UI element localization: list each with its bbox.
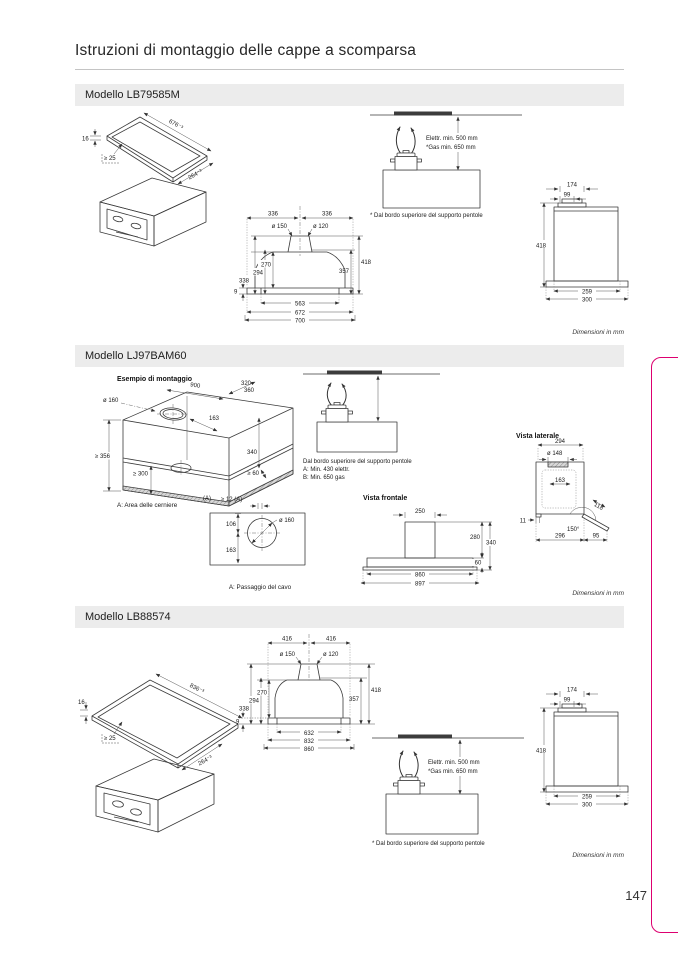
drawing-lines	[536, 186, 628, 302]
dim-label: 676⁻³	[167, 118, 184, 132]
section-header-lb79585m	[75, 84, 624, 106]
clearance-label: Elettr. min. 500 mm	[428, 760, 480, 766]
dim-label: 416	[325, 636, 337, 643]
dim-label: 106	[225, 522, 236, 528]
clearance-caption: B: Min. 650 gas	[303, 475, 345, 481]
dimensions-note: Dimensioni in mm	[572, 590, 624, 597]
dim-label: 357	[338, 269, 349, 275]
s1-front-view-diagram	[225, 198, 390, 338]
dim-label: 294	[248, 698, 259, 705]
dim-label: ø 148	[547, 451, 563, 457]
dim-label: 99	[563, 697, 571, 704]
footnote: * Dal bordo superiore del supporto pentole	[370, 213, 483, 219]
dim-label: (A)	[203, 496, 211, 502]
dim-label: 16	[82, 136, 89, 143]
dim-label: 270	[260, 262, 271, 269]
s2-clearance-diagram	[303, 366, 443, 494]
dim-label: 300	[581, 802, 593, 809]
next-page-edge-decoration	[651, 357, 678, 933]
clearance-label: *Gas min. 650 mm	[428, 769, 478, 775]
dim-label: ≥ 12 (A)	[221, 497, 243, 503]
dim-label: ≥ 356	[95, 454, 110, 460]
dim-label: ≥ 25	[104, 156, 116, 162]
dim-label: 250	[414, 509, 426, 515]
dimensions-note: Dimensioni in mm	[572, 329, 624, 336]
dim-label: 340	[246, 450, 257, 456]
dim-label: 340	[486, 540, 497, 547]
title-divider	[75, 69, 624, 70]
section-header-lb88574	[75, 606, 624, 628]
s3-cutout-template-diagram	[78, 664, 253, 864]
dim-label: 357	[348, 697, 359, 703]
template-legend: A: Passaggio del cavo	[228, 584, 292, 591]
dim-label: 9	[234, 289, 238, 296]
dim-label: 294	[252, 270, 263, 277]
clearance-caption: Dal bordo superiore del supporto pentole	[303, 459, 412, 465]
dim-label: 338	[238, 278, 249, 285]
dim-label: 9	[236, 719, 240, 726]
dim-label: 270	[256, 690, 267, 697]
dim-label: 418	[371, 688, 382, 694]
dim-label: 300	[581, 297, 593, 304]
s2-cabinet-diagram	[95, 374, 315, 506]
dim-label: 60	[474, 560, 482, 567]
dim-label: 860	[303, 746, 315, 753]
clearance-caption: A: Min. 430 elettr.	[303, 467, 350, 473]
dim-label: ø 160	[103, 398, 119, 404]
dim-label: 296	[554, 533, 566, 540]
drawing-lines	[372, 735, 524, 835]
drawing-lines	[536, 691, 628, 807]
dimensions-note: Dimensioni in mm	[572, 852, 624, 859]
dim-label: 264⁻³	[197, 754, 214, 768]
s1-cutout-template-diagram	[80, 110, 240, 270]
s1-side-view-diagram	[536, 173, 638, 307]
s1-clearance-diagram	[370, 103, 522, 225]
dim-label: 320-	[241, 381, 254, 387]
dim-label: 418	[361, 260, 372, 266]
s2-front-view-diagram	[330, 500, 505, 590]
model-label: Modello LB79585M	[85, 89, 180, 101]
dim-label: 174	[566, 687, 578, 694]
dim-label: ≥ 25	[104, 736, 116, 742]
drawing-lines	[361, 512, 498, 587]
side-view-title: Vista laterale	[516, 433, 560, 440]
drawing-lines	[80, 674, 242, 832]
dim-label: 338	[238, 706, 249, 713]
dim-label: 836⁻³	[188, 682, 205, 696]
dim-label: 163	[209, 416, 220, 422]
front-view-title: Vista frontale	[363, 495, 408, 502]
dim-label: 360	[244, 388, 255, 394]
dim-label: ≥ 60	[247, 471, 259, 477]
drawing-lines	[95, 382, 293, 506]
clearance-label: Elettr. min. 500 mm	[426, 136, 478, 142]
dim-label: 163	[225, 548, 236, 554]
dim-label: 259	[581, 289, 593, 296]
drawing-lines	[210, 503, 305, 565]
model-label: Modello LB88574	[85, 611, 171, 623]
dim-label: 118	[592, 502, 604, 512]
page-number: 147	[625, 888, 647, 903]
dim-label: ø 150	[279, 652, 295, 658]
example-title: Esempio di montaggio	[117, 376, 193, 383]
dim-label: 897	[414, 581, 426, 588]
dim-label: 99	[563, 192, 571, 199]
dim-label: ø 120	[323, 652, 339, 658]
dim-label: 700	[294, 318, 306, 325]
dim-label: 900	[189, 382, 201, 390]
clearance-label: *Gas min. 650 mm	[426, 145, 476, 151]
section-header-lj97bam60	[75, 345, 624, 367]
dim-label: 95	[592, 533, 600, 540]
dim-label: 563	[294, 301, 306, 308]
dim-label: 294	[554, 439, 566, 445]
dim-label: 16	[78, 700, 85, 706]
dim-label: 418	[536, 748, 547, 755]
dim-label: 150°	[567, 527, 580, 533]
cabinet-legend: A: Area delle cerniere	[117, 502, 178, 509]
drawing-lines	[370, 112, 522, 209]
drawing-lines	[90, 113, 213, 246]
dim-label: 174	[566, 182, 578, 189]
dim-label: 336	[267, 211, 279, 218]
dim-label: ø 120	[313, 224, 329, 230]
dim-label: 264⁻³	[187, 168, 204, 182]
dim-label: 860	[414, 572, 426, 579]
dim-label: 672	[294, 310, 306, 317]
dim-label: 832	[303, 738, 315, 745]
s2-side-view-diagram	[503, 438, 635, 552]
dim-label: ≥ 300	[133, 471, 148, 478]
dim-label: ø 160	[279, 518, 295, 524]
dim-label: 259	[581, 794, 593, 801]
footnote: * Dal bordo superiore del supporto pentole	[372, 841, 485, 847]
s3-side-view-diagram	[536, 678, 638, 812]
s2-drill-template-diagram	[205, 493, 315, 588]
dim-label: 416	[281, 636, 293, 643]
dim-label: 336	[321, 211, 333, 218]
dim-label: 632	[303, 730, 315, 737]
dim-label: 11	[519, 518, 526, 525]
dim-label: 163	[554, 478, 566, 484]
dim-label: 418	[536, 243, 547, 250]
drawing-lines	[303, 371, 440, 453]
dim-label: ø 150	[271, 224, 287, 230]
model-label: Modello LJ97BAM60	[85, 350, 187, 362]
page-title: Istruzioni di montaggio delle cappe a scomparsa	[75, 42, 417, 59]
s3-clearance-diagram	[372, 726, 527, 858]
dim-label: 280	[469, 535, 480, 541]
